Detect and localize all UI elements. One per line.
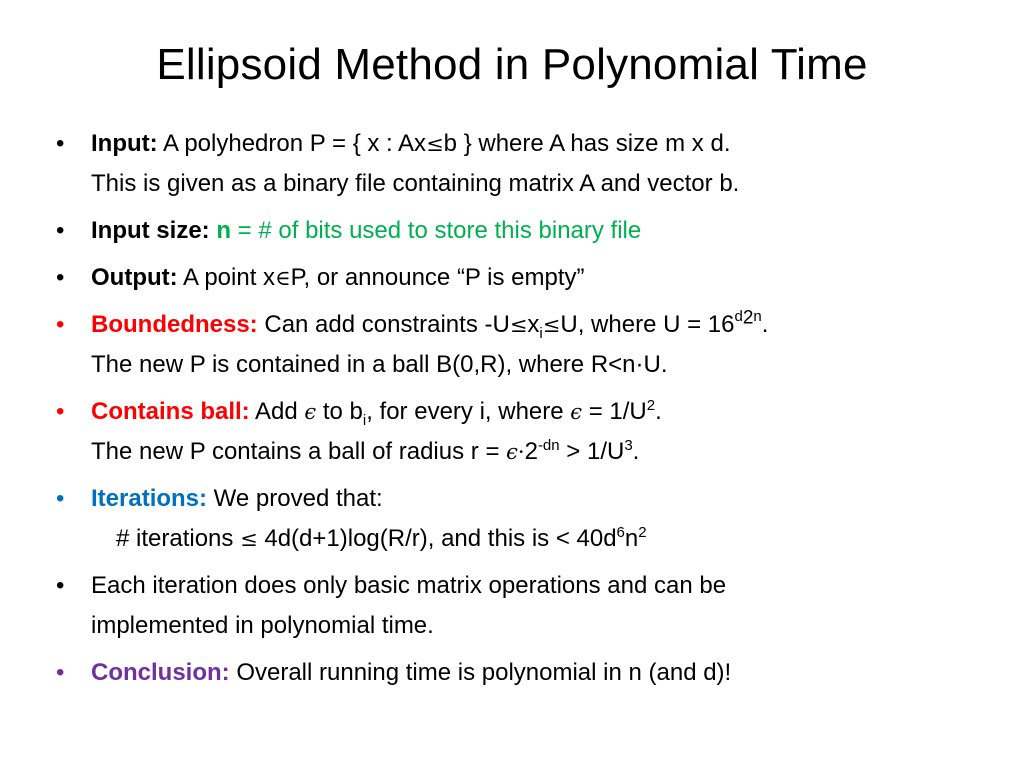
superscript-dn: -dn (537, 437, 560, 454)
bullet-text: n (624, 525, 639, 552)
bullet-dot: • (56, 217, 65, 244)
superscript-2: 2 (646, 397, 656, 414)
bullet-text: > 1/U (559, 438, 625, 465)
exponent-n: n (753, 307, 762, 325)
in-symbol: ∈ (275, 266, 291, 290)
bullet-boundedness (48, 305, 988, 385)
bullet-text: A polyhedron P = { x : Ax (157, 130, 427, 157)
exponent-d: d (734, 307, 743, 325)
bullet-line (91, 479, 988, 519)
epsilon-symbol: ϵ (570, 400, 583, 424)
bullet-line (91, 653, 988, 693)
bullet-output (48, 258, 988, 298)
bullet-line (91, 392, 988, 432)
bullet-dot: • (56, 311, 65, 338)
bullet-text: , for every i, where (366, 398, 571, 425)
bullet-line (91, 432, 988, 472)
period: . (761, 311, 769, 338)
bullet-text: b } where A has size m x d. (443, 130, 731, 157)
variable-x: x (527, 311, 540, 338)
bullet-line (91, 258, 988, 298)
bullet-label: Input: (91, 130, 158, 157)
leq-symbol: ≤ (542, 313, 561, 337)
leq-symbol: ≤ (509, 313, 528, 337)
bullet-line (91, 211, 988, 251)
bullet-label: Output: (91, 264, 178, 291)
superscript-2: 2 (638, 524, 647, 541)
bullet-dot: • (56, 130, 65, 157)
bullet-text: = # of bits used to store this binary file (231, 217, 642, 244)
bullet-text: 2 (524, 438, 538, 465)
bullet-text: U, where U = 16 (560, 311, 735, 338)
bullet-label: Contains ball: (91, 398, 250, 425)
bullet-input (48, 124, 988, 204)
epsilon-symbol: ϵ (506, 440, 518, 464)
bullet-dot: • (56, 264, 65, 291)
epsilon-symbol: ϵ (304, 400, 317, 424)
bullet-contains-ball (48, 392, 988, 472)
bullet-dot: • (56, 659, 65, 686)
bullet-text: to b (316, 398, 363, 425)
leq-symbol: ≤ (426, 132, 444, 156)
period: . (632, 438, 640, 465)
period: . (655, 398, 662, 425)
bullet-label: Conclusion: (91, 659, 230, 686)
bullet-line: Each iteration does only basic matrix operations and can be (91, 572, 727, 599)
bullet-text: = 1/U (582, 398, 647, 425)
bullet-line (91, 519, 988, 559)
superscript-6: 6 (616, 524, 625, 541)
bullet-text: Can add constraints -U (257, 311, 510, 338)
bullet-text: 4d(d+1)log(R/r), and this is < 40d (257, 525, 617, 552)
bullet-iterations (48, 479, 988, 559)
exponent-2: 2 (742, 307, 754, 329)
bullet-label: Iterations: (91, 485, 208, 512)
bullet-line (91, 305, 988, 345)
bullet-text: The new P contains a ball of radius r = (91, 438, 507, 465)
bullet-dot: • (56, 398, 65, 425)
bullet-label: Input size: (91, 217, 210, 244)
bullet-conclusion (48, 653, 988, 693)
bullet-text: # iterations (116, 525, 241, 552)
bullet-dot: • (56, 572, 65, 599)
slide-title: Ellipsoid Method in Polynomial Time (156, 40, 868, 89)
cdot-symbol: · (517, 440, 525, 464)
bullet-text: Add (249, 398, 305, 425)
subscript-i: i (362, 411, 367, 429)
bullet-list (48, 124, 988, 700)
bullet-text: P, or announce “P is empty” (290, 264, 585, 291)
subscript-i: i (539, 324, 543, 342)
bullet-label: Boundedness: (91, 311, 258, 338)
bullet-dot: • (56, 485, 65, 512)
bullet-text: A point x (177, 264, 276, 291)
bullet-input-size (48, 211, 988, 251)
bullet-text: Overall running time is polynomial in n (and d)! (229, 659, 732, 686)
leq-symbol: ≤ (240, 527, 258, 551)
superscript-3: 3 (624, 437, 633, 454)
bullet-each-iteration (48, 566, 988, 646)
bullet-line: The new P is contained in a ball B(0,R), where R<n·U. (91, 351, 668, 378)
bullet-line: implemented in polynomial time. (91, 612, 434, 639)
bullet-line (91, 124, 988, 164)
variable-n: n (216, 217, 232, 244)
bullet-line: This is given as a binary file containing matrix A and vector b. (91, 170, 740, 197)
bullet-text: We proved that: (207, 485, 383, 512)
